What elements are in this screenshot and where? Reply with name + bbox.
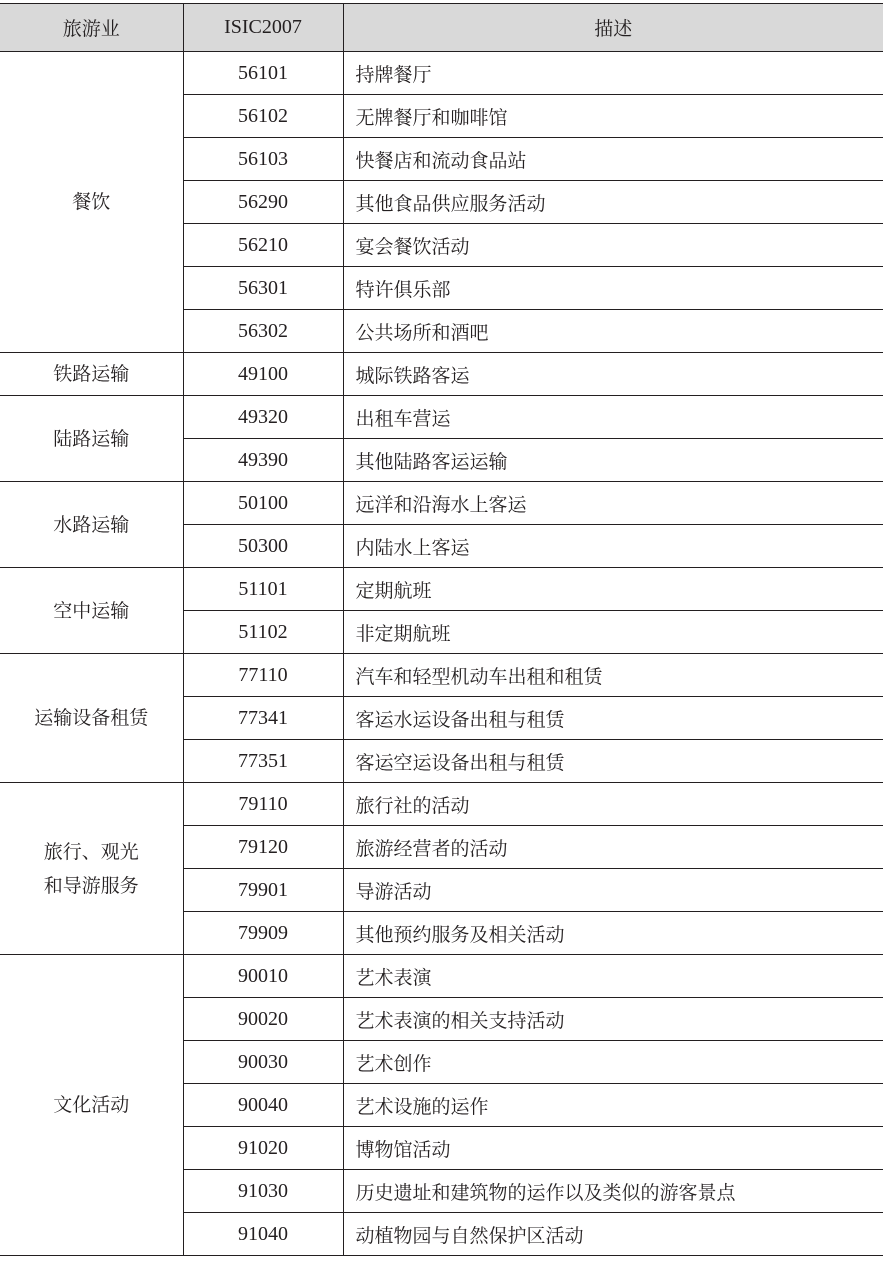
header-tourism-industry: 旅游业 bbox=[0, 4, 183, 52]
description-cell: 博物馆活动 bbox=[343, 1127, 883, 1170]
description-cell: 其他陆路客运运输 bbox=[343, 439, 883, 482]
description-cell: 客运水运设备出租与租赁 bbox=[343, 697, 883, 740]
table-row bbox=[0, 783, 883, 826]
isic-code-cell: 91030 bbox=[183, 1170, 343, 1213]
table-row bbox=[0, 482, 883, 525]
isic-code-cell: 51101 bbox=[183, 568, 343, 611]
description-cell: 艺术创作 bbox=[343, 1041, 883, 1084]
category-cell: 运输设备租赁 bbox=[0, 654, 183, 783]
table-row bbox=[0, 654, 883, 697]
description-cell: 公共场所和酒吧 bbox=[343, 310, 883, 353]
header-description: 描述 bbox=[343, 4, 883, 52]
category-cell: 空中运输 bbox=[0, 568, 183, 654]
isic-code-cell: 56102 bbox=[183, 95, 343, 138]
category-cell: 铁路运输 bbox=[0, 353, 183, 396]
table-row bbox=[0, 353, 883, 396]
isic-code-cell: 90030 bbox=[183, 1041, 343, 1084]
description-cell: 其他预约服务及相关活动 bbox=[343, 912, 883, 955]
header-isic-code: ISIC2007 bbox=[183, 4, 343, 52]
isic-code-cell: 49390 bbox=[183, 439, 343, 482]
description-cell: 历史遗址和建筑物的运作以及类似的游客景点 bbox=[343, 1170, 883, 1213]
table-row bbox=[0, 396, 883, 439]
isic-code-cell: 91020 bbox=[183, 1127, 343, 1170]
isic-code-cell: 56101 bbox=[183, 52, 343, 95]
isic-code-cell: 56302 bbox=[183, 310, 343, 353]
isic-code-cell: 51102 bbox=[183, 611, 343, 654]
category-cell: 文化活动 bbox=[0, 955, 183, 1256]
isic-code-cell: 50300 bbox=[183, 525, 343, 568]
isic-code-cell: 91040 bbox=[183, 1213, 343, 1256]
table-row bbox=[0, 955, 883, 998]
isic-code-cell: 90020 bbox=[183, 998, 343, 1041]
description-cell: 远洋和沿海水上客运 bbox=[343, 482, 883, 525]
description-cell: 艺术表演 bbox=[343, 955, 883, 998]
description-cell: 出租车营运 bbox=[343, 396, 883, 439]
description-cell: 汽车和轻型机动车出租和租赁 bbox=[343, 654, 883, 697]
isic-code-cell: 56103 bbox=[183, 138, 343, 181]
isic-code-cell: 77341 bbox=[183, 697, 343, 740]
description-cell: 快餐店和流动食品站 bbox=[343, 138, 883, 181]
table-row bbox=[0, 568, 883, 611]
table-body bbox=[0, 52, 883, 1256]
isic-code-cell: 56210 bbox=[183, 224, 343, 267]
description-cell: 客运空运设备出租与租赁 bbox=[343, 740, 883, 783]
isic-code-cell: 79909 bbox=[183, 912, 343, 955]
description-cell: 非定期航班 bbox=[343, 611, 883, 654]
isic-code-cell: 90040 bbox=[183, 1084, 343, 1127]
description-cell: 艺术表演的相关支持活动 bbox=[343, 998, 883, 1041]
description-cell: 旅游经营者的活动 bbox=[343, 826, 883, 869]
table-row bbox=[0, 52, 883, 95]
tourism-isic-table bbox=[0, 3, 883, 1256]
category-cell: 餐饮 bbox=[0, 52, 183, 353]
isic-code-cell: 50100 bbox=[183, 482, 343, 525]
description-cell: 旅行社的活动 bbox=[343, 783, 883, 826]
category-cell: 水路运输 bbox=[0, 482, 183, 568]
description-cell: 动植物园与自然保护区活动 bbox=[343, 1213, 883, 1256]
description-cell: 其他食品供应服务活动 bbox=[343, 181, 883, 224]
isic-code-cell: 79901 bbox=[183, 869, 343, 912]
description-cell: 特许俱乐部 bbox=[343, 267, 883, 310]
isic-code-cell: 49320 bbox=[183, 396, 343, 439]
isic-code-cell: 77110 bbox=[183, 654, 343, 697]
description-cell: 定期航班 bbox=[343, 568, 883, 611]
isic-code-cell: 56290 bbox=[183, 181, 343, 224]
isic-code-cell: 90010 bbox=[183, 955, 343, 998]
description-cell: 导游活动 bbox=[343, 869, 883, 912]
isic-code-cell: 77351 bbox=[183, 740, 343, 783]
category-cell: 陆路运输 bbox=[0, 396, 183, 482]
isic-code-cell: 56301 bbox=[183, 267, 343, 310]
description-cell: 宴会餐饮活动 bbox=[343, 224, 883, 267]
description-cell: 城际铁路客运 bbox=[343, 353, 883, 396]
description-cell: 内陆水上客运 bbox=[343, 525, 883, 568]
table-header-row bbox=[0, 4, 883, 52]
isic-code-cell: 79110 bbox=[183, 783, 343, 826]
isic-code-cell: 49100 bbox=[183, 353, 343, 396]
category-cell: 旅行、观光 和导游服务 bbox=[0, 783, 183, 955]
description-cell: 艺术设施的运作 bbox=[343, 1084, 883, 1127]
isic-code-cell: 79120 bbox=[183, 826, 343, 869]
description-cell: 持牌餐厅 bbox=[343, 52, 883, 95]
description-cell: 无牌餐厅和咖啡馆 bbox=[343, 95, 883, 138]
